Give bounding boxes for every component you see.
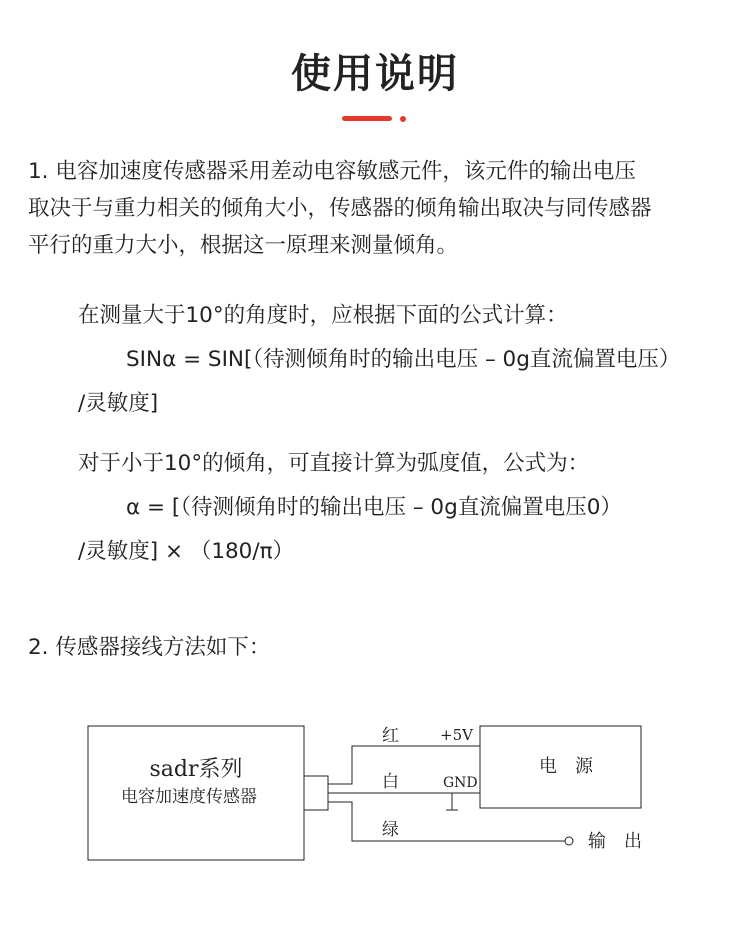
title-underline-bar xyxy=(342,116,392,121)
page-title: 使用说明 xyxy=(291,51,459,97)
title-underline-dot xyxy=(400,116,406,122)
plus5v-label: +5V xyxy=(440,726,473,744)
output-terminal xyxy=(565,837,573,845)
section1-line: 取决于与重力相关的倾角大小，传感器的倾角输出取决与同传感器 xyxy=(28,196,652,221)
formula1-line1: SINα = SIN[（待测倾角时的输出电压 – 0g直流偏置电压） xyxy=(126,347,681,372)
wires xyxy=(328,746,565,841)
section1-paragraph xyxy=(28,153,728,264)
sensor-series-label: sadr系列 xyxy=(149,757,243,782)
formula-large-angle xyxy=(78,294,680,426)
power-label: 电 源 xyxy=(539,756,593,777)
wire-white-label: 白 xyxy=(382,772,399,792)
formula1-intro: 在测量大于10°的角度时，应根据下面的公式计算： xyxy=(78,303,568,328)
wire-green-label: 绿 xyxy=(382,820,399,840)
wire-red-label: 红 xyxy=(382,726,399,746)
section1-line: 平行的重力大小，根据这一原理来测量倾角。 xyxy=(28,233,459,258)
formula-small-angle xyxy=(78,442,622,574)
formula2-intro: 对于小于10°的倾角，可直接计算为弧度值，公式为： xyxy=(78,451,590,476)
section1-line: 1. 电容加速度传感器采用差动电容敏感元件，该元件的输出电压 xyxy=(28,159,636,184)
gnd-label: GND xyxy=(443,775,478,791)
wiring-diagram xyxy=(0,690,750,890)
section2-title: 2. 传感器接线方法如下： xyxy=(28,635,271,660)
formula2-line2: /灵敏度] × （180/π） xyxy=(78,539,295,564)
sensor-name-label: 电容加速度传感器 xyxy=(121,787,257,807)
connector-box xyxy=(304,776,328,810)
formula1-line2: /灵敏度] xyxy=(78,391,159,416)
output-label: 输 出 xyxy=(588,831,642,852)
formula2-line1: α = [（待测倾角时的输出电压 – 0g直流偏置电压0） xyxy=(126,495,622,520)
